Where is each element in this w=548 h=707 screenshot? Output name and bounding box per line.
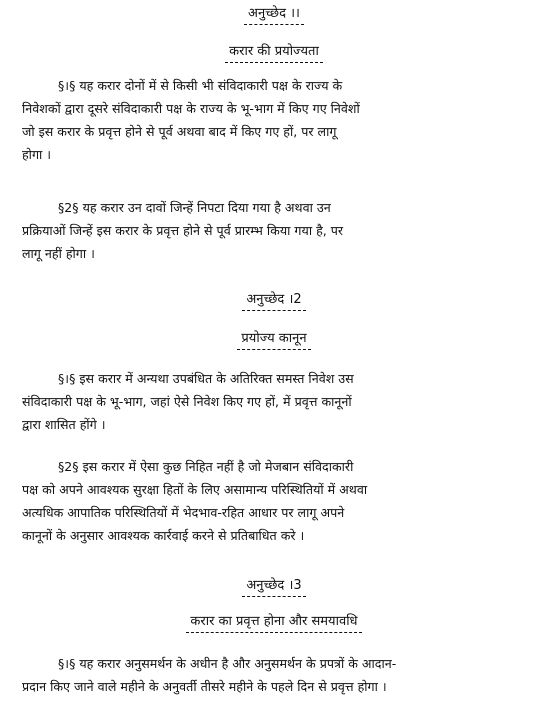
para-line: अत्यधिक आपातिक परिस्थितियों में भेदभाव-रहित आधार पर लागू अपने bbox=[22, 505, 345, 520]
para-line: प्रदान किए जाने वाले महीने के अनुवर्ती तीसरे महीने के पहले दिन से प्रवृत्त होगा । bbox=[22, 679, 387, 694]
article-number-text: अनुच्छेद ।3 bbox=[242, 578, 305, 597]
article-11-title bbox=[0, 44, 548, 63]
article-13-para-1 bbox=[22, 652, 532, 698]
article-12-para-2 bbox=[22, 455, 532, 547]
article-13-number bbox=[0, 578, 548, 597]
para-line: §।§ यह करार दोनों में से किसी भी संविदाकारी पक्ष के राज्य के bbox=[58, 78, 343, 93]
para-line: प्रक्रियाओं जिन्हें इस करार के प्रवृत्त होने से पूर्व प्रारम्भ किया गया है, पर bbox=[22, 223, 344, 238]
article-12-title bbox=[0, 331, 548, 350]
para-line: संविदाकारी पक्ष के भू-भाग, जहां ऐसे निवेश किए गए हों, में प्रवृत्त कानूनों bbox=[22, 394, 352, 409]
para-line: §2§ यह करार उन दावों जिन्हें निपटा दिया गया है अथवा उन bbox=[58, 200, 331, 215]
para-line: लागू नहीं होगा । bbox=[22, 246, 95, 261]
article-13-title bbox=[0, 614, 548, 633]
article-title-text: करार का प्रवृत्त होना और समयावधि bbox=[186, 614, 361, 633]
article-12-number bbox=[0, 292, 548, 311]
para-line: §2§ इस करार में ऐसा कुछ निहित नहीं है जो मेजबान संविदाकारी bbox=[58, 459, 354, 474]
para-line: होगा । bbox=[22, 147, 52, 162]
article-11-para-1 bbox=[22, 74, 532, 166]
para-line: §।§ इस करार में अन्यथा उपबंधित के अतिरिक्त समस्त निवेश उस bbox=[58, 371, 354, 386]
para-line: द्वारा शासित होंगे । bbox=[22, 417, 106, 432]
article-number-text: अनुच्छेद ।2 bbox=[242, 292, 305, 311]
article-title-text: प्रयोज्य कानून bbox=[237, 331, 310, 350]
article-11-para-2 bbox=[22, 196, 532, 265]
article-11-number bbox=[0, 6, 548, 25]
para-line: जो इस करार के प्रवृत्त होने से पूर्व अथवा बाद में किए गए हों, पर लागू bbox=[22, 124, 337, 139]
para-line: कानूनों के अनुसार आवश्यक कार्रवाई करने से प्रतिबाधित करे । bbox=[22, 528, 305, 543]
article-12-para-1 bbox=[22, 367, 532, 436]
article-title-text: करार की प्रयोज्यता bbox=[225, 44, 323, 63]
article-number-text: अनुच्छेद ।। bbox=[244, 6, 304, 25]
para-line: §।§ यह करार अनुसमर्थन के अधीन है और अनुसमर्थन के प्रपत्रों के आदान- bbox=[58, 656, 397, 671]
para-line: पक्ष को अपने आवश्यक सुरक्षा हितों के लिए असामान्य परिस्थितियों में अथवा bbox=[22, 482, 368, 497]
para-line: निवेशकों द्वारा दूसरे संविदाकारी पक्ष के राज्य के भू-भाग में किए गए निवेशों bbox=[22, 101, 360, 116]
